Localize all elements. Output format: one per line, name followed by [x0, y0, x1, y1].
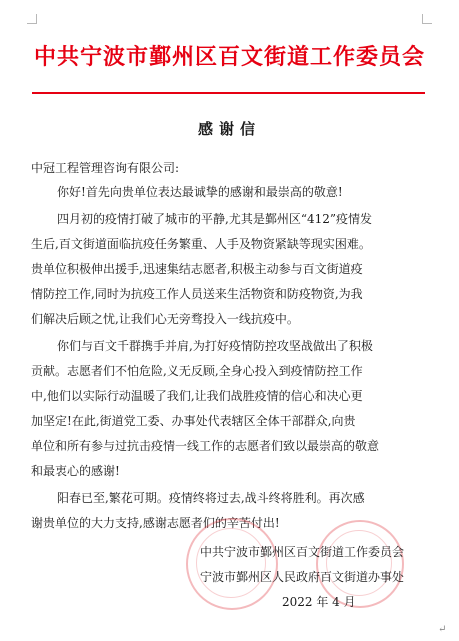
- signature-org-2: 宁波市鄞州区人民政府百文街道办事处: [200, 570, 405, 584]
- paragraph-3-line: 单位和所有参与过抗击疫情一线工作的志愿者们致以最崇高的敬意: [31, 439, 380, 453]
- paragraph-3-line: 和最衷心的感谢!: [31, 464, 120, 478]
- paragraph-mark-icon: ↵: [438, 624, 447, 635]
- paragraph-1: 你好!首先向贵单位表达最诚挚的感谢和最崇高的敬意!: [57, 185, 343, 199]
- letterhead-rule: [32, 92, 425, 94]
- letter-title: 感谢信: [197, 120, 261, 138]
- party-committee-seal: [186, 518, 278, 610]
- salutation: 中冠工程管理咨询有限公司:: [31, 161, 180, 175]
- paragraph-2-line: 四月初的疫情打破了城市的平静,尤其是鄞州区“412”疫情发: [57, 212, 372, 226]
- seal-inner-ring: [326, 530, 392, 596]
- letterhead-title: 中共宁波市鄞州区百文街道工作委员会: [33, 45, 425, 70]
- paragraph-3-line: 中,他们以实际行动温暖了我们,让我们战胜疫情的信心和决心更: [31, 389, 363, 403]
- paragraph-4-line: 阳春已至,繁花可期。疫情终将过去,战斗终将胜利。再次感: [57, 491, 365, 505]
- paragraph-3-line: 你们与百文千群携手并肩,为打好疫情防控攻坚战做出了积极: [57, 339, 373, 353]
- crop-mark-top-left: [27, 14, 37, 24]
- paragraph-3-line: 贡献。志愿者们不怕危险,义无反顾,全身心投入到疫情防控工作: [31, 364, 363, 378]
- paragraph-4-line: 谢贵单位的大力支持,感谢志愿者们的辛苦付出!: [31, 516, 280, 530]
- crop-mark-top-right: [422, 14, 432, 24]
- signature-org-1: 中共宁波市鄞州区百文街道工作委员会: [200, 545, 405, 559]
- paragraph-3-line: 加坚定!在此,街道党工委、办事处代表辖区全体干部群众,向贵: [31, 414, 356, 428]
- paragraph-2-line: 贵单位积极伸出援手,迅速集结志愿者,积极主动参与百文街道疫: [31, 262, 363, 276]
- seal-inner-ring: [196, 528, 266, 598]
- paragraph-2-line: 们解决后顾之忧,让我们心无旁骛投入一线抗疫中。: [31, 312, 299, 326]
- paragraph-2-line: 生后,百文街道面临抗疫任务繁重、人手及物资紧缺等现实困难。: [31, 237, 371, 251]
- signature-date: 2022 年 4 月: [282, 595, 356, 609]
- paragraph-2-line: 情防控工作,同时为抗疫工作人员送来生活物资和防疫物资,为我: [31, 287, 363, 301]
